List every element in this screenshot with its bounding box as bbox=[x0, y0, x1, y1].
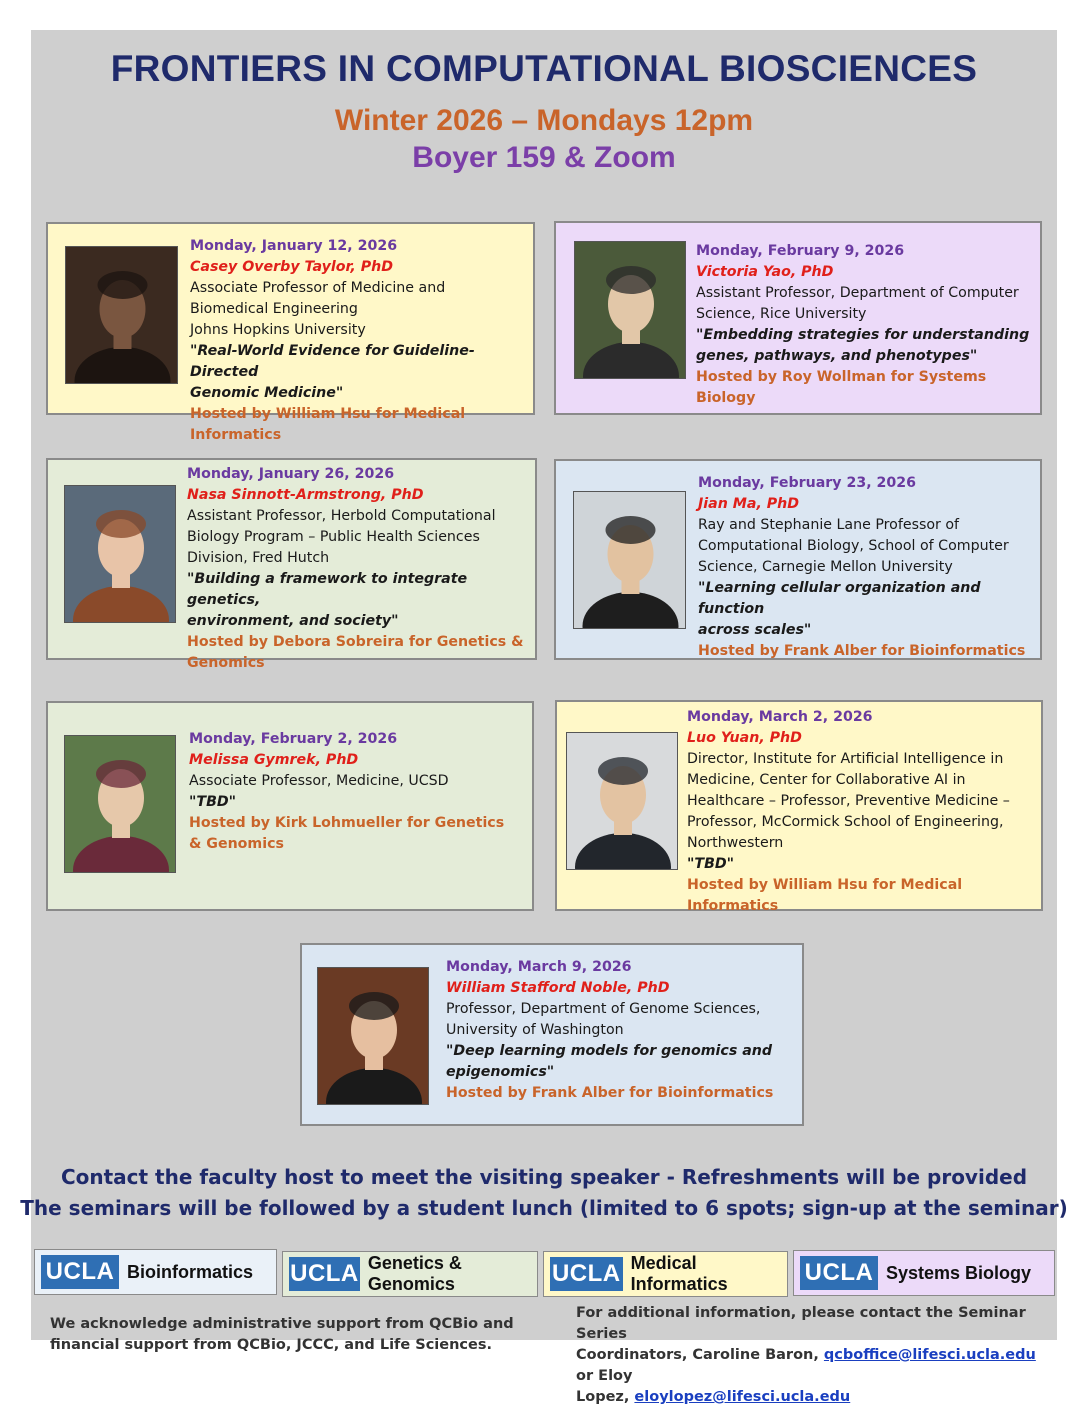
contact-line-2: The seminars will be followed by a student lunch (limited to 6 spots; sign-up at the seminar) bbox=[20, 1196, 1068, 1220]
speaker-affiliation: Ray and Stephanie Lane Professor of bbox=[698, 517, 960, 533]
speaker-card bbox=[46, 222, 535, 443]
speaker-affiliation: Division, Fred Hutch bbox=[187, 550, 330, 566]
department-name: Systems Biology bbox=[886, 1262, 1032, 1283]
email-link-eloylopez[interactable]: eloylopez@lifesci.ucla.edu bbox=[634, 1389, 851, 1405]
talk-title: "Deep learning models for genomics and bbox=[446, 1043, 773, 1059]
speaker-card bbox=[300, 943, 804, 1126]
ucla-department-logo bbox=[34, 1249, 277, 1295]
host-line: Hosted by Kirk Lohmueller for Genetics bbox=[189, 815, 505, 831]
speaker-photo bbox=[574, 241, 686, 379]
speaker-affiliation: Biomedical Engineering bbox=[190, 301, 358, 317]
speaker-affiliation: Science, Rice University bbox=[696, 306, 867, 322]
host-line: Hosted by Frank Alber for Bioinformatics bbox=[446, 1085, 774, 1101]
host-line: Hosted by Roy Wollman for Systems Biology bbox=[696, 369, 987, 406]
speaker-details bbox=[189, 729, 530, 855]
speaker-details bbox=[187, 464, 533, 674]
speaker-card bbox=[46, 701, 534, 911]
acknowledgement-line: We acknowledge administrative support from QCBio and bbox=[50, 1316, 514, 1332]
acknowledgement-line: financial support from QCBio, JCCC, and Life Sciences. bbox=[50, 1337, 492, 1353]
contact-info bbox=[576, 1303, 1056, 1408]
speaker-card bbox=[554, 459, 1042, 660]
ucla-wordmark: UCLA bbox=[41, 1255, 119, 1289]
speaker-details bbox=[190, 236, 531, 446]
speaker-card bbox=[555, 700, 1043, 914]
speaker-affiliation: Northwestern bbox=[687, 835, 784, 851]
speaker-photo bbox=[65, 246, 178, 384]
info-text: Lopez, bbox=[576, 1389, 635, 1405]
poster-title: FRONTIERS IN COMPUTATIONAL BIOSCIENCES bbox=[110, 48, 978, 89]
speaker-name: Nasa Sinnott-Armstrong, PhD bbox=[187, 487, 424, 503]
host-line: Hosted by Debora Sobreira for Genetics & bbox=[187, 634, 524, 650]
info-line bbox=[576, 1387, 1056, 1408]
seminar-date: Monday, February 9, 2026 bbox=[696, 243, 905, 259]
info-text: or Eloy bbox=[576, 1368, 633, 1384]
speaker-photo bbox=[573, 491, 686, 629]
speaker-affiliation: Healthcare – Professor, Preventive Medicine – bbox=[687, 793, 1010, 809]
speaker-photo bbox=[64, 485, 176, 623]
host-line: Hosted by William Hsu for Medical Informatics bbox=[190, 406, 466, 443]
speaker-name: William Stafford Noble, PhD bbox=[446, 980, 670, 996]
speaker-affiliation: University of Washington bbox=[446, 1022, 624, 1038]
term-subtitle: Winter 2026 – Mondays 12pm bbox=[334, 104, 754, 137]
speaker-details bbox=[696, 241, 1038, 409]
talk-title: "Embedding strategies for understanding bbox=[696, 327, 1030, 343]
seminar-date: Monday, January 26, 2026 bbox=[187, 466, 395, 482]
speaker-name: Casey Overby Taylor, PhD bbox=[190, 259, 394, 275]
speaker-photo bbox=[566, 732, 678, 870]
seminar-date: Monday, February 2, 2026 bbox=[189, 731, 398, 747]
info-line: For additional information, please contact the Seminar Series bbox=[576, 1305, 1026, 1342]
contact-line-1: Contact the faculty host to meet the visiting speaker - Refreshments will be provided bbox=[60, 1165, 1028, 1189]
speaker-name: Jian Ma, PhD bbox=[698, 496, 800, 512]
speaker-card bbox=[554, 221, 1042, 415]
ucla-wordmark: UCLA bbox=[550, 1257, 623, 1291]
speaker-affiliation: Professor, McCormick School of Engineering, bbox=[687, 814, 1004, 830]
ucla-wordmark: UCLA bbox=[289, 1257, 360, 1291]
speaker-affiliation: Professor, Department of Genome Sciences, bbox=[446, 1001, 761, 1017]
ucla-department-logo bbox=[282, 1251, 538, 1297]
location-subtitle: Boyer 159 & Zoom bbox=[412, 141, 676, 174]
speaker-affiliation: Director, Institute for Artificial Intelligence in bbox=[687, 751, 1004, 767]
info-line bbox=[576, 1345, 1056, 1387]
speaker-details bbox=[698, 473, 1038, 662]
speaker-affiliation: Medicine, Center for Collaborative AI in bbox=[687, 772, 966, 788]
speaker-affiliation: Associate Professor, Medicine, UCSD bbox=[189, 773, 449, 789]
speaker-affiliation: Associate Professor of Medicine and bbox=[190, 280, 446, 296]
department-name: Bioinformatics bbox=[127, 1261, 254, 1282]
host-line: & Genomics bbox=[189, 836, 284, 852]
host-line: Hosted by William Hsu for Medical Informatics bbox=[687, 877, 963, 914]
talk-title: genes, pathways, and phenotypes" bbox=[696, 348, 978, 364]
talk-title: epigenomics" bbox=[446, 1064, 555, 1080]
seminar-date: Monday, March 2, 2026 bbox=[687, 709, 873, 725]
talk-title: "TBD" bbox=[189, 794, 237, 810]
seminar-date: Monday, February 23, 2026 bbox=[698, 475, 917, 491]
seminar-date: Monday, March 9, 2026 bbox=[446, 959, 632, 975]
ucla-department-logo bbox=[543, 1251, 788, 1297]
department-name: Medical Informatics bbox=[630, 1253, 728, 1294]
ucla-department-logo bbox=[793, 1250, 1055, 1296]
speaker-affiliation: Computational Biology, School of Computer bbox=[698, 538, 1009, 554]
info-text: Coordinators, Caroline Baron, bbox=[576, 1347, 824, 1363]
speaker-affiliation: Biology Program – Public Health Sciences bbox=[187, 529, 480, 545]
talk-title: "Building a framework to integrate genetics, bbox=[187, 571, 468, 608]
host-line: Genomics bbox=[187, 655, 265, 671]
talk-title: environment, and society" bbox=[187, 613, 399, 629]
ucla-wordmark: UCLA bbox=[800, 1256, 878, 1290]
speaker-photo bbox=[64, 735, 176, 873]
speaker-photo bbox=[317, 967, 429, 1105]
speaker-name: Luo Yuan, PhD bbox=[687, 730, 802, 746]
speaker-affiliation: Johns Hopkins University bbox=[190, 322, 366, 338]
talk-title: across scales" bbox=[698, 622, 812, 638]
talk-title: "TBD" bbox=[687, 856, 735, 872]
email-link-qcboffice[interactable]: qcboffice@lifesci.ucla.edu bbox=[823, 1347, 1036, 1363]
speaker-name: Victoria Yao, PhD bbox=[696, 264, 834, 280]
speaker-details bbox=[446, 957, 800, 1104]
speaker-name: Melissa Gymrek, PhD bbox=[189, 752, 359, 768]
acknowledgement bbox=[50, 1314, 520, 1356]
talk-title: Genomic Medicine" bbox=[190, 385, 344, 401]
speaker-affiliation: Assistant Professor, Herbold Computational bbox=[187, 508, 496, 524]
speaker-card bbox=[46, 458, 537, 671]
speaker-affiliation: Science, Carnegie Mellon University bbox=[698, 559, 953, 575]
speaker-affiliation: Assistant Professor, Department of Computer bbox=[696, 285, 1019, 301]
department-name: Genetics & Genomics bbox=[367, 1253, 462, 1294]
speaker-details bbox=[687, 707, 1039, 917]
talk-title: "Learning cellular organization and function bbox=[698, 580, 981, 617]
seminar-date: Monday, January 12, 2026 bbox=[190, 238, 398, 254]
host-line: Hosted by Frank Alber for Bioinformatics bbox=[698, 643, 1026, 659]
talk-title: "Real-World Evidence for Guideline-Directed bbox=[190, 343, 475, 380]
